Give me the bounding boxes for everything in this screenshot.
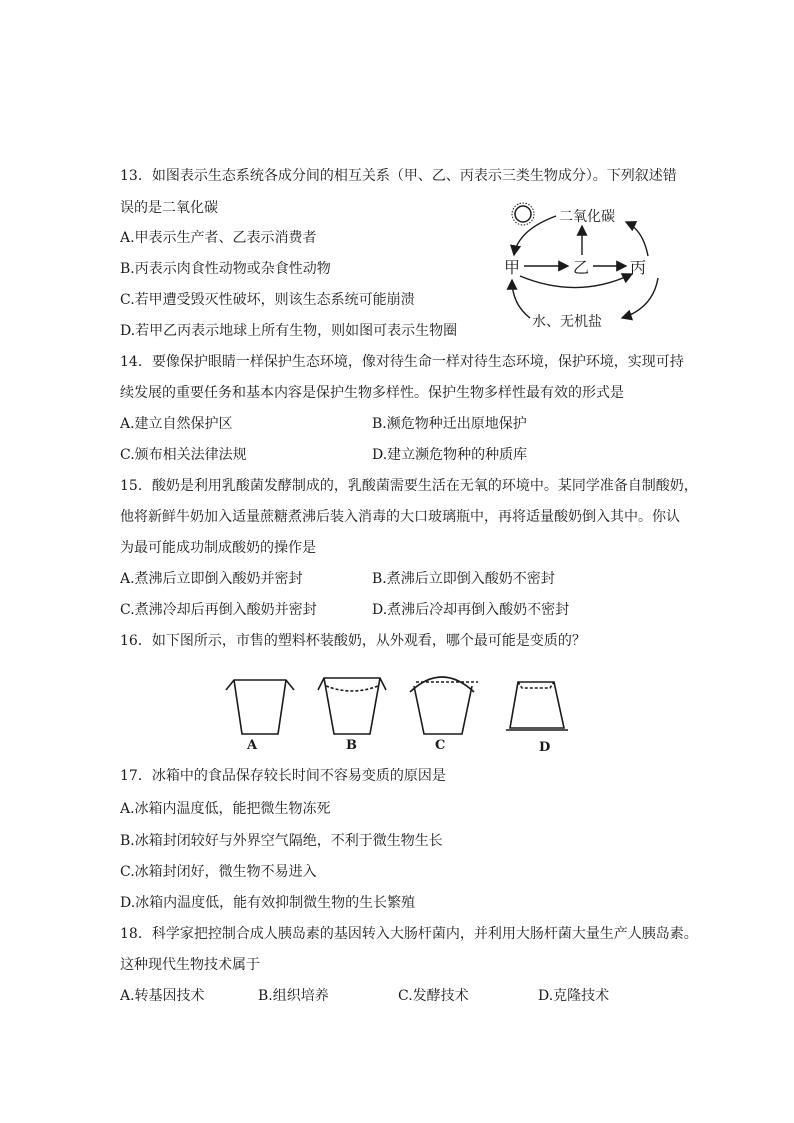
q18-option-d: D.克隆技术 [538,988,610,1004]
q15-option-c: C.煮沸冷却后再倒入酸奶并密封 [120,602,317,618]
arrow-water-to-jia [512,280,530,318]
yogurt-cups-figure [220,668,580,758]
q15-stem-line1: 15．酸奶是利用乳酸菌发酵制成的，乳酸菌需要生活在无氧的环境中。某同学准备自制酸奶， [120,478,698,494]
water-salt-label: 水、无机盐 [532,314,602,330]
q14-option-a: A.建立自然保护区 [120,416,233,432]
q17-option-b: B.冰箱封闭较好与外界空气隔绝，不利于微生物生长 [120,833,443,849]
yi-label: 乙 [573,258,590,277]
cup-label-c: C [435,738,446,753]
bing-label: 丙 [630,258,647,277]
jia-label: 甲 [504,258,521,277]
q17-stem: 17．冰箱中的食品保存较长时间不容易变质的原因是 [120,768,446,784]
cup-c [410,677,478,734]
q13-stem-line1: 13．如图表示生态系统各成分间的相互关系（甲、乙、丙表示三类生物成分）。下列叙述错 [120,168,677,184]
cup-label-b: B [346,738,357,753]
q14-option-d: D.建立濒危物种的种质库 [372,447,528,463]
q18-option-b: B.组织培养 [258,988,329,1004]
q15-option-b: B.煮沸后立即倒入酸奶不密封 [372,571,555,587]
cup-a [226,680,294,734]
q17-option-a: A.冰箱内温度低，能把微生物冻死 [120,801,331,817]
q18-option-c: C.发酵技术 [398,988,469,1004]
arrow-bing-to-co2 [626,222,648,256]
q18-stem-line1: 18．科学家把控制合成人胰岛素的基因转入大肠杆菌内，并利用大肠杆菌大量生产人胰岛素。 [120,926,698,942]
q16-stem: 16．如下图所示，市售的塑料杯装酸奶，从外观看，哪个最可能是变质的？ [120,633,586,649]
cup-label-d: D [539,740,551,755]
q14-stem-line1: 14．要像保护眼睛一样保护生态环境，像对待生命一样对待生态环境，保护环境，实现可持 [120,354,684,370]
q13-stem-line2: 误的是二氧化碳 [120,200,218,216]
q17-option-d: D.冰箱内温度低，能有效抑制微生物的生长繁殖 [120,895,416,911]
q17-option-c: C.冰箱封闭好，微生物不易进入 [120,864,317,880]
q14-option-c: C.颁布相关法律法规 [120,447,247,463]
q18-stem-line2: 这种现代生物技术属于 [120,957,260,973]
q15-stem-line2: 他将新鲜牛奶加入适量蔗糖煮沸后装入消毒的大口玻璃瓶中，再将适量酸奶倒入其中。你认 [120,509,680,525]
q15-stem-line3: 为最可能成功制成酸奶的操作是 [120,540,316,556]
arrow-bing-to-water [622,278,658,318]
q14-stem-line2: 续发展的重要任务和基本内容是保护生物多样性。保护生物多样性最有效的形式是 [120,385,624,401]
cup-label-a: A [247,738,258,753]
q13-option-d: D.若甲乙丙表示地球上所有生物，则如图可表示生物圈 [120,323,458,339]
q13-option-c: C.若甲遭受毁灭性破坏，则该生态系统可能崩溃 [120,292,415,308]
co2-label: 二氧化碳 [559,209,615,225]
q18-option-a: A.转基因技术 [120,988,205,1004]
q14-option-b: B.濒危物种迁出原地保护 [372,416,527,432]
ecosystem-diagram [498,200,678,335]
sun-icon [512,203,534,225]
q13-option-b: B.丙表示肉食性动物或杂食性动物 [120,261,331,277]
q13-option-a: A.甲表示生产者、乙表示消费者 [120,230,317,246]
cup-d [506,682,568,730]
cup-b [318,678,386,734]
q15-option-d: D.煮沸后冷却再倒入酸奶不密封 [372,602,570,618]
q15-option-a: A.煮沸后立即倒入酸奶并密封 [120,571,303,587]
